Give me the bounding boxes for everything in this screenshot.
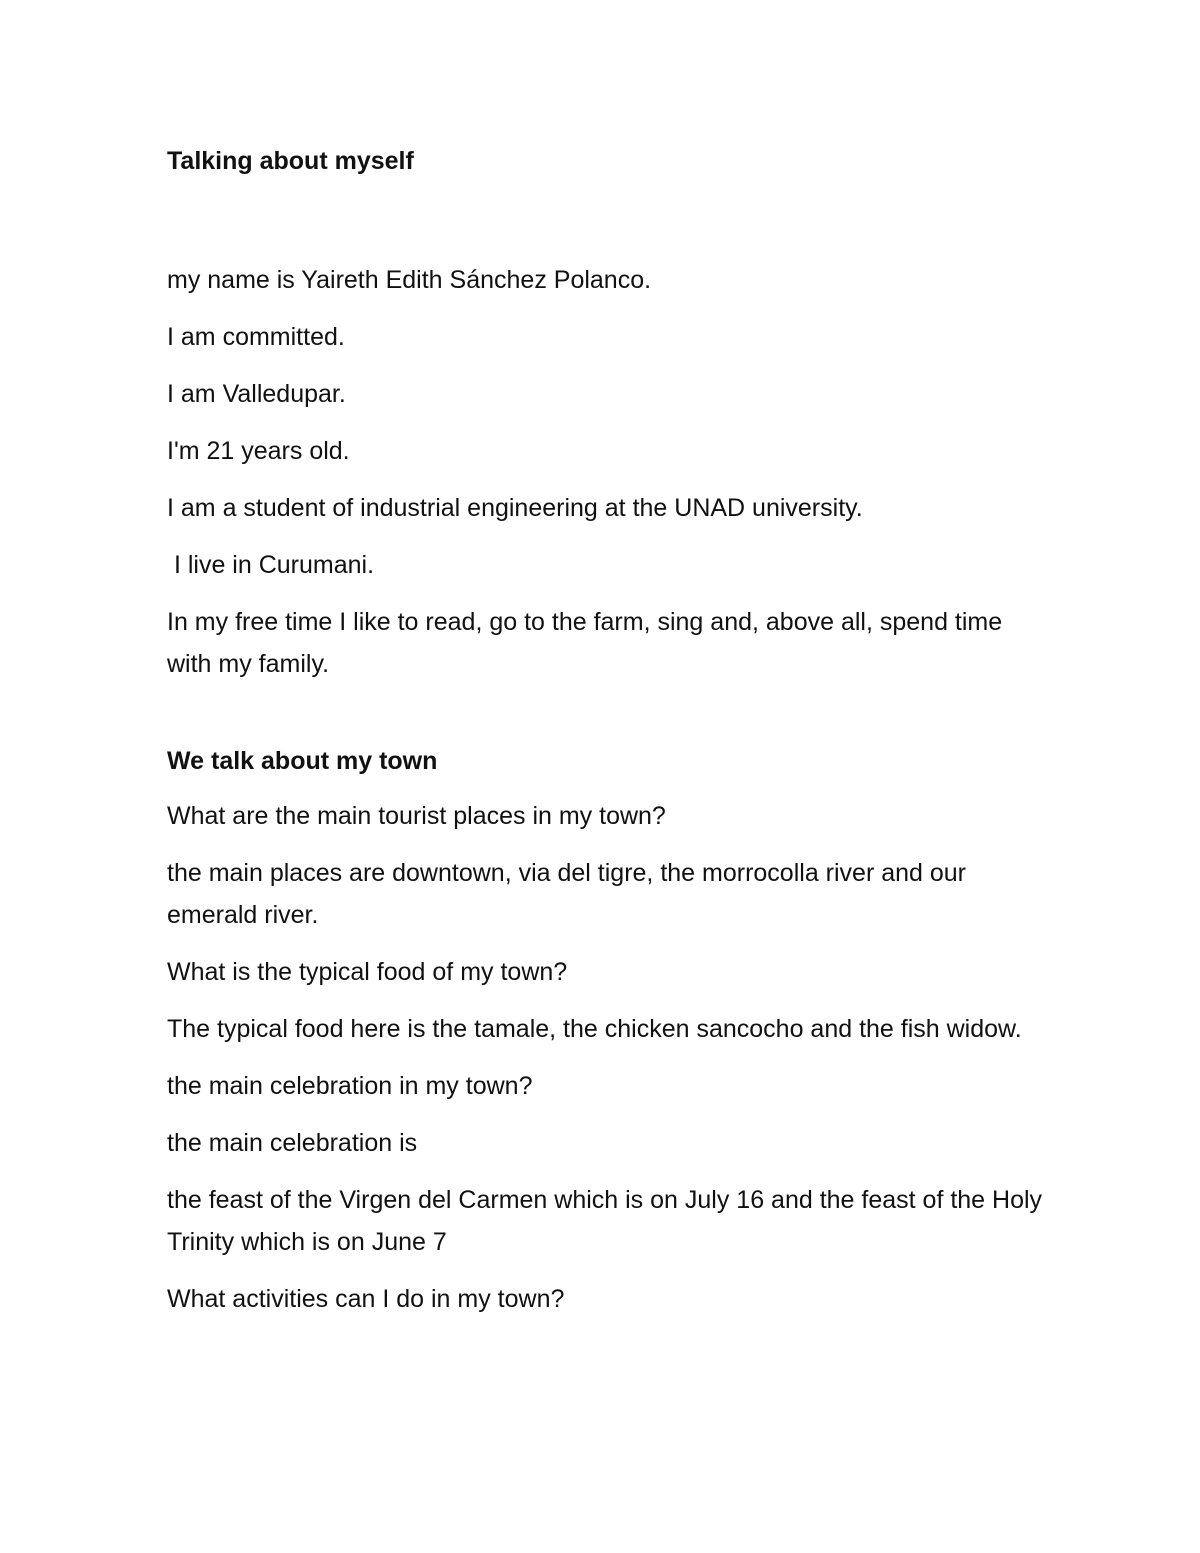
answer-typical-food: The typical food here is the tamale, the chicken sancocho and the fish widow. <box>167 1015 1022 1043</box>
paragraph-free-time: In my free time I like to read, go to the farm, sing and, above all, spend time with my family. <box>167 608 1003 678</box>
paragraph-origin: I am Valledupar. <box>167 380 346 408</box>
answer-celebration-intro: the main celebration is <box>167 1129 418 1157</box>
question-activities: What activities can I do in my town? <box>167 1285 565 1313</box>
paragraph-student: I am a student of industrial engineering at the UNAD university. <box>167 494 863 522</box>
section-heading-myself: Talking about myself <box>167 147 414 175</box>
paragraph-residence: I live in Curumani. <box>167 551 375 579</box>
answer-tourist-places: the main places are downtown, via del tigre, the morrocolla river and our emerald river. <box>167 859 967 929</box>
document-body <box>167 140 1047 1335</box>
paragraph-committed: I am committed. <box>167 323 345 351</box>
paragraph-age: I'm 21 years old. <box>167 437 350 465</box>
question-typical-food: What is the typical food of my town? <box>167 958 568 986</box>
question-tourist-places: What are the main tourist places in my town? <box>167 802 666 830</box>
section-heading-town: We talk about my town <box>167 747 438 775</box>
paragraph-name: my name is Yaireth Edith Sánchez Polanco. <box>167 266 652 294</box>
answer-celebration-detail: the feast of the Virgen del Carmen which is on July 16 and the feast of the Holy Trinity which is on June 7 <box>167 1186 1043 1256</box>
question-celebration: the main celebration in my town? <box>167 1072 533 1100</box>
